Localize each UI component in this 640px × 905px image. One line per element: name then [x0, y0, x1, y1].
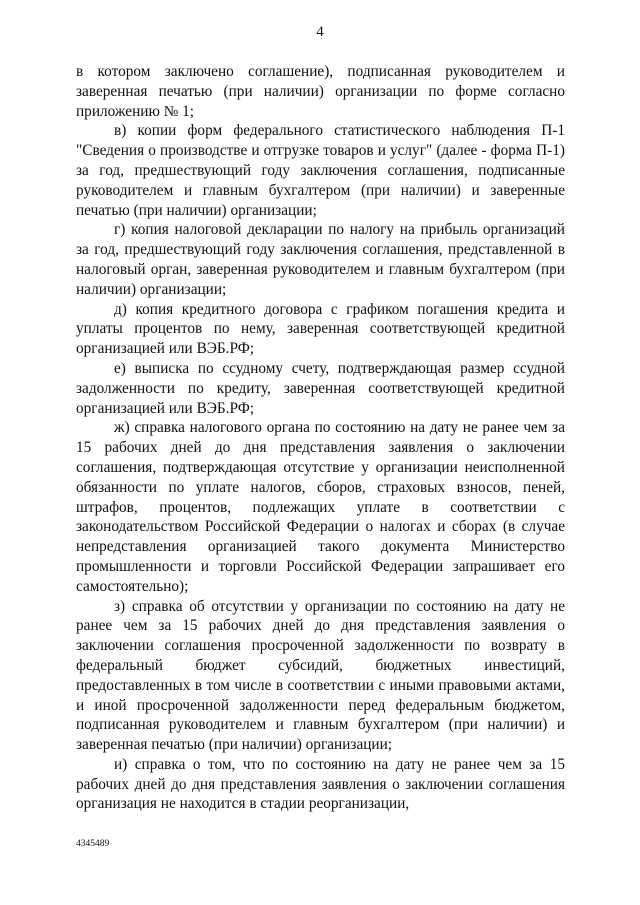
- paragraph-v: в) копии форм федерального статистического наблюдения П-1 "Сведения о производстве и отгрузке товаров и услуг" (далее - форма П-1) за год, предшествующий году заключения соглашения, подписанные руководителем и главным бухгалтером (при наличии) и заверенные печатью (при наличии) организации;: [76, 122, 565, 219]
- document-code: 4345489: [76, 839, 110, 849]
- paragraph-e: е) выписка по ссудному счету, подтверждающая размер ссудной задолженности по кредиту, заверенная соответствующей кредитной организацией или ВЭБ.РФ;: [76, 359, 565, 417]
- paragraph-zh: ж) справка налогового органа по состоянию на дату не ранее чем за 15 рабочих дней до дня представления заявления о заключении соглашения, подтверждающая отсутствие у организации неисполненной обязанности по уплате налогов, сборов, страховых взносов, пеней, штрафов, процентов, подлежащих уплате в соответствии с законодательством Российской Федерации о налогах и сборах (в случае непредставления организацией такого документа Министерство промышленности и торговли Российской Федерации запрашивает его самостоятельно);: [76, 419, 565, 595]
- paragraph-z: з) справка об отсутствии у организации по состоянию на дату не ранее чем за 15 рабочих дней до дня представления заявления о заключении соглашения просроченной задолженности по возврату в федеральный бюджет субсидий, бюджетных инвестиций, предоставленных в том числе в соответствии с иными правовыми актами, и иной просроченной задолженности перед федеральным бюджетом, подписанная руководителем и главным бухгалтером (при наличии) и заверенная печатью (при наличии) организации;: [76, 597, 565, 754]
- paragraph-i: и) справка о том, что по состоянию на дату не ранее чем за 15 рабочих дней до дня представления заявления о заключении соглашения организация не находится в стадии реорганизации,: [76, 755, 565, 813]
- paragraph-d: д) копия кредитного договора с графиком погашения кредита и уплаты процентов по нему, заверенная соответствующей кредитной организацией или ВЭБ.РФ;: [76, 300, 565, 358]
- page-number: 4: [316, 24, 324, 40]
- paragraph-continuation: в котором заключено соглашение), подписанная руководителем и заверенная печатью (при наличии) организации по форме согласно приложению № 1;: [76, 63, 565, 120]
- paragraph-g: г) копия налоговой декларации по налогу на прибыль организаций за год, предшествующий году заключения соглашения, представленной в налоговый орган, заверенная руководителем и главным бухгалтером (при наличии) организации;: [76, 221, 565, 298]
- document-body: [76, 62, 565, 814]
